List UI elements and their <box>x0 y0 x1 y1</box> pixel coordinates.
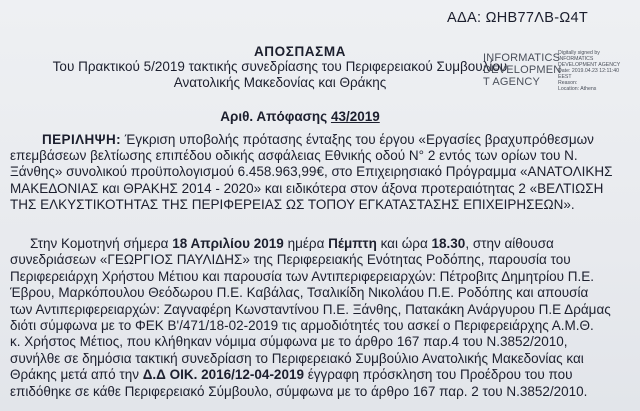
digital-signature-stamp <box>483 50 628 98</box>
stamp-signature-details: Digitally signed by INFORMATICS DEVELOPMENT AGENCY Date: 2019.04.23 12:11:40 EEST Reason: Location: Athens <box>558 50 621 92</box>
summary-section: ΠΕΡΙΛΗΨΗ: Έγκριση υποβολής πρότασης ένταξης του έργου «Εργασίες βραχυπρόθεσμων επεμβάσεων βελτίωσης επιπέδου οδικής ασφάλειας Εθνικής οδού Ν° 2 εντός των ορίων του Ν. Ξάνθης» συνολικού προϋπολογισμού 6.458.963,99€, στο Επιχειρησιακό Πρόγραμμα «ΑΝΑΤΟΛΙΚΗΣ ΜΑΚΕΔΟΝΙΑΣ και ΘΡΑΚΗΣ 2014 - 2020» και ειδικότερα στον άξονα προτεραιότητας 2 «ΒΕΛΤΙΩΣΗ ΤΗΣ ΕΛΚΥΣΤΙΚΟΤΗΤΑΣ ΤΗΣ ΠΕΡΙΦΕΡΕΙΑΣ ΩΣ ΤΟΠΟΥ ΕΓΚΑΤΑΣΤΑΣΗΣ ΕΠΙΧΕΙΡΗΣΕΩΝ». <box>10 132 613 212</box>
stamp-organization: INFORMATICS DEVELOPMEN T AGENCY <box>483 52 562 88</box>
document-subtitle-line2: Ανατολικής Μακεδονίας και Θράκης <box>173 75 387 90</box>
ada-code: ΑΔΑ: ΩΗΒ77ΛΒ-Ω4Τ <box>447 10 588 26</box>
document-subtitle-line1: Του Πρακτικού 5/2019 τακτικής συνεδρίασης του Περιφερειακού Συμβουλίου <box>52 59 508 74</box>
document-title: ΑΠΟΣΠΑΣΜΑ <box>253 44 347 59</box>
body-paragraph: Στην Κομοτηνή σήμερα 18 Απριλίου 2019 ημέρα Πέμπτη και ώρα 18.30, στην αίθουσα συνεδριάσεων «ΓΕΩΡΓΙΟΣ ΠΑΥΛΙΔΗΣ» της Περιφερειακής Ενότητας Ροδόπης, παρουσία του Περιφερειάρχη Χρήστου Μέτιου και παρουσία των Αντιπεριφερειαρχών: Πέτροβιτς Δημητρίου Π.Ε. Έβρου, Μαρκόπουλου Θεόδωρου Π.Ε. Καβάλας, Τσαλικίδη Νικολάου Π.Ε. Ροδόπης και απουσία των Αντιπεριφερειαρχών: Ζαγναφέρη Κωνσταντίνου Π.Ε. Ξάνθης, Πατακάκη Ανάργυρου Π.Ε Δράμας διότι σύμφωνα με το ΦΕΚ Β'/471/18-02-2019 τις αρμοδιότητές του ασκεί ο Περιφερειάρχης Α.Μ.Θ. κ. Χρήστος Μέτιος, που κλήθηκαν νόμιμα σύμφωνα με το άρθρο 167 παρ.4 του Ν.3852/2010, συνήλθε σε δημόσια τακτική συνεδρίαση το Περιφερειακό Συμβούλιο Ανατολικής Μακεδονίας και Θράκης μετά από την Δ.Δ ΟΙΚ. 2016/12-04-2019 έγγραφη πρόσκληση του Προέδρου του που επιδόθηκε σε κάθε Περιφερειακό Σύμβουλο, σύμφωνα με το άρθρο 167 παρ. 2 του Ν.3852/2010. <box>10 236 611 399</box>
decision-number: Αριθ. Απόφασης 43/2019 <box>220 109 380 124</box>
summary-label: ΠΕΡΙΛΗΨΗ: <box>42 132 122 147</box>
